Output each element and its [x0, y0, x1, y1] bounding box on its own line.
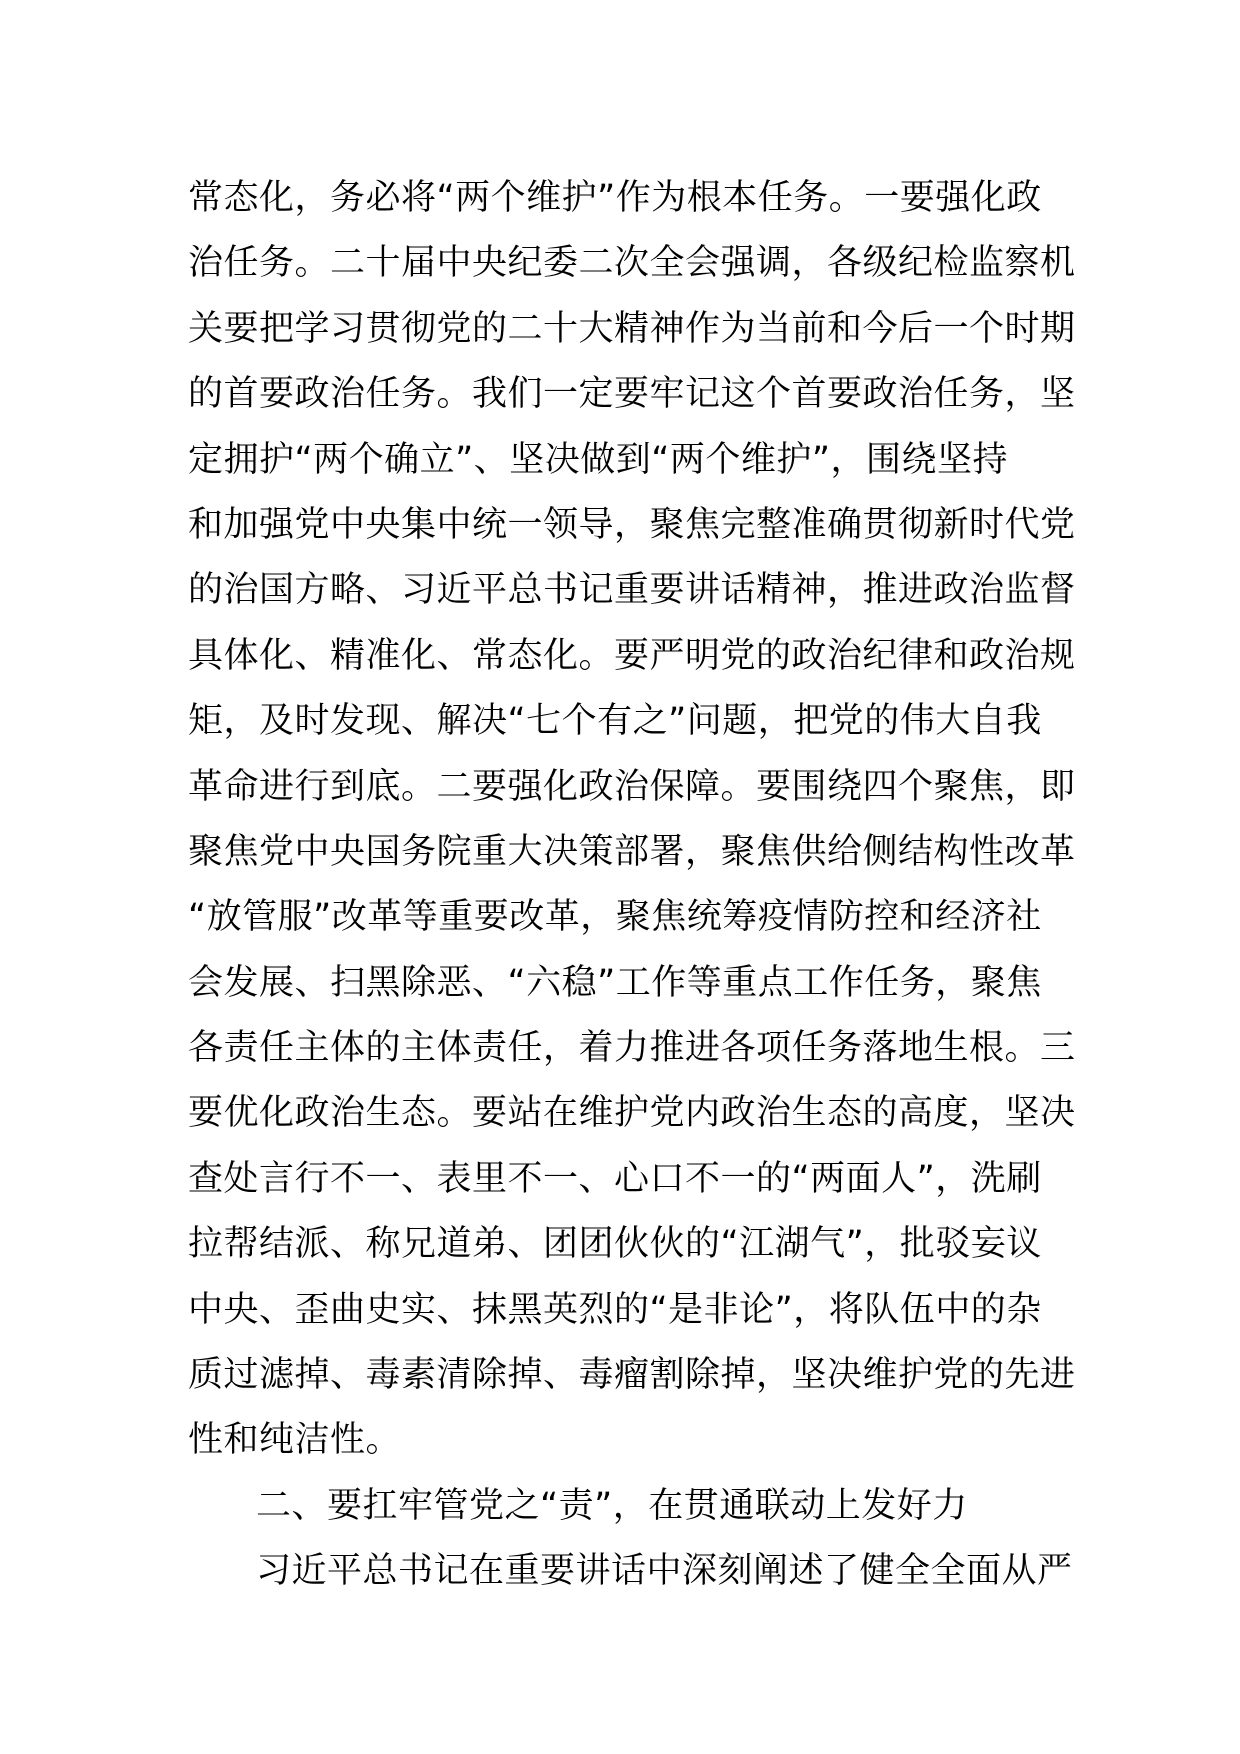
text-line: 具体化、精准化、常态化。要严明党的政治纪律和政治规: [188, 635, 1076, 676]
text-line: 革命进行到底。二要强化政治保障。要围绕四个聚焦，即: [188, 766, 1076, 807]
text-line: 会发展、扫黑除恶、“六稳”工作等重点工作任务，聚焦: [188, 962, 1042, 1003]
text-line: 定拥护“两个确立”、坚决做到“两个维护”，围绕坚持: [188, 439, 1009, 480]
text-line: 关要把学习贯彻党的二十大精神作为当前和今后一个时期: [188, 308, 1076, 349]
text-line: 和加强党中央集中统一领导，聚焦完整准确贯彻新时代党: [188, 504, 1076, 545]
text-line: 常态化，务必将“两个维护”作为根本任务。一要强化政: [188, 178, 1042, 218]
text-line: 矩，及时发现、解决“七个有之”问题，把党的伟大自我: [188, 701, 1042, 742]
text-line: 的首要政治任务。我们一定要牢记这个首要政治任务，坚: [188, 374, 1076, 415]
text-line: 要优化政治生态。要站在维护党内政治生态的高度，坚决: [188, 1093, 1076, 1134]
text-line: 查处言行不一、表里不一、心口不一的“两面人”，洗刷: [188, 1158, 1042, 1199]
text-line: 性和纯洁性。: [188, 1420, 402, 1461]
text-line: 的治国方略、习近平总书记重要讲话精神，推进政治监督: [188, 570, 1076, 611]
text-line: 治任务。二十届中央纪委二次全会强调，各级纪检监察机: [188, 243, 1076, 284]
text-line: 聚焦党中央国务院重大决策部署，聚焦供给侧结构性改革: [188, 831, 1076, 872]
text-line: “放管服”改革等重要改革，聚焦统筹疫情防控和经济社: [188, 897, 1042, 938]
text-line: 中央、歪曲史实、抹黑英烈的“是非论”，将队伍中的杂: [188, 1289, 1042, 1330]
text-line: 质过滤掉、毒素清除掉、毒瘤割除掉，坚决维护党的先进: [188, 1355, 1076, 1396]
body-text: [188, 166, 1076, 1605]
text-line: 拉帮结派、称兄道弟、团团伙伙的“江湖气”，批驳妄议: [188, 1224, 1042, 1265]
text-line: 各责任主体的主体责任，着力推进各项任务落地生根。三: [188, 1028, 1076, 1069]
section-heading: 二、要扛牢管党之“责”，在贯通联动上发好力: [256, 1485, 968, 1526]
paragraph-start: 习近平总书记在重要讲话中深刻阐述了健全全面从严: [256, 1551, 1073, 1592]
